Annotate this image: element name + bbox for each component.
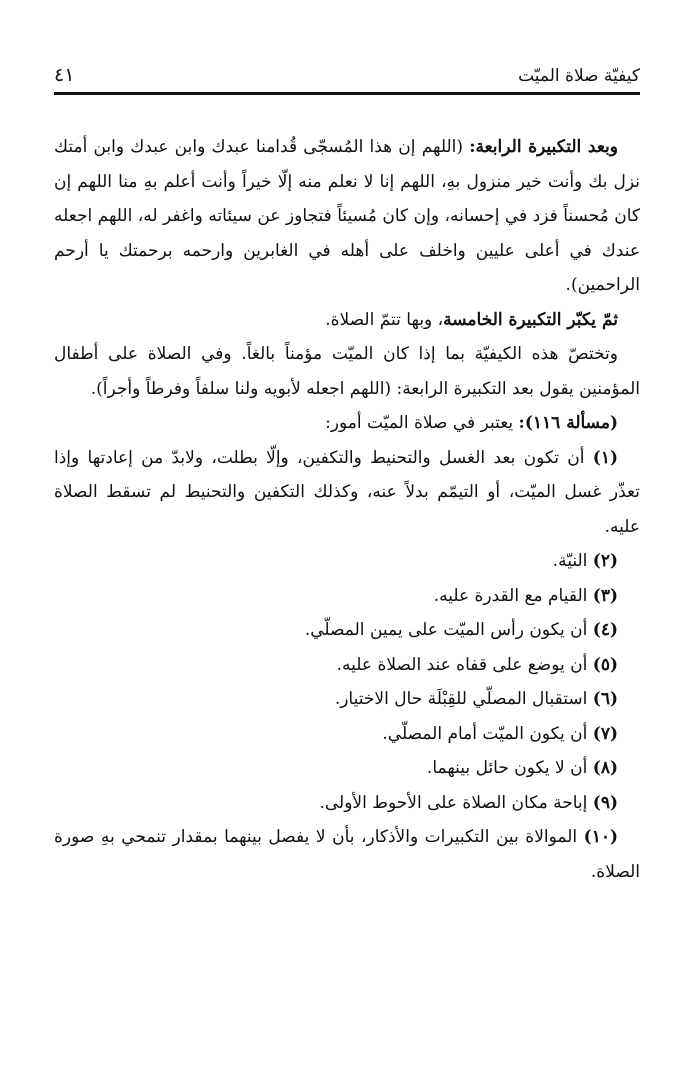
item-number: (٢) [592, 551, 618, 571]
item-text: القيام مع القدرة عليه. [433, 585, 593, 606]
condition-item-9 [54, 786, 640, 821]
paragraph-text: (اللهم إن هذا المُسجّى قُدامنا عبدك وابن عبدك وابن أمتك نزل بك وأنت خير منزول بهِ، اللهم إنا لا نعلم منه إلّا خيراً وأنت أعلم بهِ منا اللهم إن كان مُحسناً فزد في إحسانه، وإن كان مُسيئاً فتجاوز عن سيئاته واغفر له، اللهم اجعله عندك في أعلى عليين واخلف على أهله في الغابرين وارحمه برحمتك يا أرحم الراحمين). [54, 137, 640, 295]
paragraph-lead: وبعد التكبيرة الرابعة: [469, 137, 618, 157]
paragraph-fourth-takbir [54, 130, 640, 303]
item-text: أن تكون بعد الغسل والتحنيط والتكفين، وإلّا بطلت، ولابدّ من إعادتها وإذا تعذّر غسل الميّت، أو التيمّم بدلاً عنه، وكذلك التكفين والتحنيط لم تسقط الصلاة عليه. [54, 447, 640, 537]
item-text: النيّة. [552, 551, 593, 571]
masala-label: (مسألة ١١٦): [518, 413, 618, 433]
running-title: كيفيّة صلاة الميّت [518, 66, 640, 86]
item-text: استقبال المصلّي للقِبْلَة حال الاختيار. [334, 689, 593, 709]
page-header [54, 60, 640, 95]
item-text: الموالاة بين التكبيرات والأذكار، بأن لا يفصل بينهما بمقدار تنمحي بهِ صورة الصلاة. [54, 827, 640, 882]
paragraph-children-prayer [54, 337, 640, 406]
item-text: أن يكون الميّت أمام المصلّي. [382, 723, 593, 744]
document-page [54, 0, 640, 1073]
condition-item-6 [54, 682, 640, 717]
paragraph-text: يعتبر في صلاة الميّت أمور: [325, 413, 519, 433]
item-text: إباحة مكان الصلاة على الأحوط الأولى. [319, 792, 593, 813]
item-number: (٤) [592, 620, 618, 640]
item-number: (١٠) [583, 827, 618, 847]
condition-item-3 [54, 579, 640, 614]
item-number: (٣) [592, 585, 618, 606]
paragraph-fifth-takbir [54, 303, 640, 338]
condition-item-10 [54, 820, 640, 889]
item-number: (٩) [592, 792, 618, 813]
paragraph-text: وتختصّ هذه الكيفيّة بما إذا كان الميّت مؤمناً بالغاً. وفي الصلاة على أطفال المؤمنين يقول بعد التكبيرة الرابعة: (اللهم اجعله لأبويه ولنا سلفاً وفرطاً وأجراً). [54, 344, 640, 399]
paragraph-text: ، وبها تتمّ الصلاة. [325, 309, 444, 330]
item-number: (٦) [592, 689, 618, 709]
item-text: أن يوضع على قفاه عند الصلاة عليه. [336, 654, 593, 675]
item-number: (١) [592, 447, 618, 468]
condition-item-7 [54, 717, 640, 752]
condition-item-2 [54, 544, 640, 579]
condition-item-4 [54, 613, 640, 648]
paragraph-lead: ثمّ يكبّر التكبيرة الخامسة [443, 309, 618, 330]
condition-item-8 [54, 751, 640, 786]
item-text: أن لا يكون حائل بينهما. [426, 758, 593, 778]
paragraph-masala-116 [54, 406, 640, 441]
item-number: (٥) [592, 654, 618, 675]
item-text: أن يكون رأس الميّت على يمين المصلّي. [304, 620, 593, 640]
body-text [54, 130, 640, 889]
condition-item-1 [54, 441, 640, 545]
condition-item-5 [54, 648, 640, 683]
page-number: ٤١ [54, 64, 75, 86]
item-number: (٨) [592, 758, 618, 778]
item-number: (٧) [592, 723, 618, 744]
